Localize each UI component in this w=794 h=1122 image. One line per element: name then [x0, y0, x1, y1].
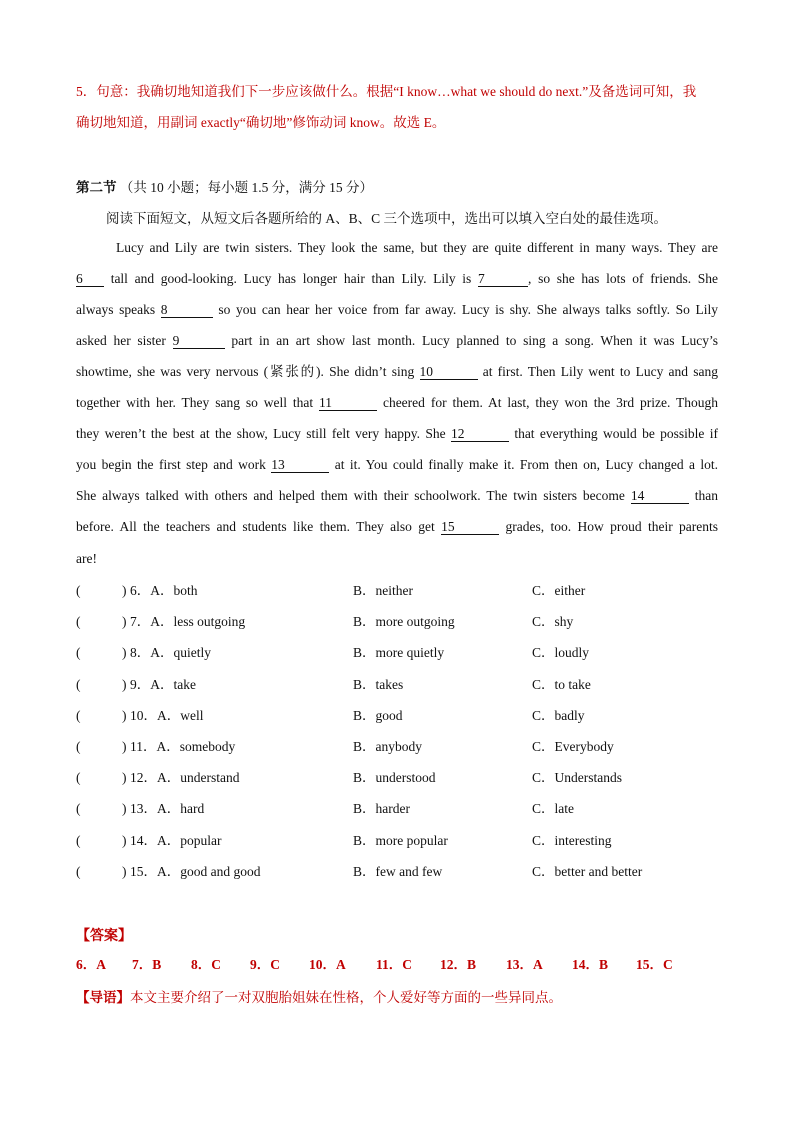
answer-item: 14．B	[572, 957, 609, 972]
answer-paren-close: )	[122, 583, 127, 598]
question-row	[76, 768, 726, 788]
answer-paren-open[interactable]: (	[76, 676, 81, 692]
section-info: （共 10 小题；每小题 1.5 分，满分 15 分）	[119, 180, 373, 195]
prev-explanation-line1: 5．句意：我确切地知道我们下一步应该做什么。根据“I know…what we should do next.”及备选词可知，我	[76, 84, 697, 99]
answer-paren-open[interactable]: (	[76, 739, 81, 754]
passage-line-1: Lucy and Lily are twin sisters. They look the same, but they are quite different in many ways. They are	[116, 240, 718, 255]
question-row	[76, 643, 726, 663]
answer-item: 15．C	[636, 957, 673, 972]
option-b[interactable]: B．neither	[353, 583, 413, 598]
option-b[interactable]: B．more popular	[353, 832, 448, 848]
question-row	[76, 581, 726, 601]
section-instruction: 阅读下面短文，从短文后各题所给的 A、B、C 三个选项中，选出可以填入空白处的最佳选项。	[106, 211, 668, 226]
answer-paren-close: )	[122, 645, 127, 661]
passage-line-4: asked her sister 9 part in an art show last month. Lucy planned to sing a song. When it was Lucy’s	[76, 333, 718, 348]
passage-line-5: showtime, she was very nervous (紧张的). She didn’t sing 10 at first. Then Lily went to Lucy and sang	[76, 364, 719, 379]
option-c[interactable]: C．interesting	[532, 832, 612, 848]
option-b[interactable]: B．few and few	[353, 863, 443, 879]
blank-10[interactable]: 10	[420, 364, 478, 380]
guide-text: 本文主要介绍了一对双胞胎姐妹在性格，个人爱好等方面的一些异同点。	[130, 990, 562, 1005]
option-a[interactable]: 13．A．hard	[130, 801, 205, 817]
blank-15[interactable]: 15	[441, 519, 499, 535]
blank-8[interactable]: 8	[161, 302, 213, 318]
option-b[interactable]: B．good	[353, 707, 403, 723]
answer-item: 7．B	[132, 957, 162, 972]
question-row	[76, 831, 726, 851]
option-a[interactable]: 7．A．less outgoing	[130, 614, 246, 630]
answer-item: 13．A	[506, 957, 543, 972]
option-c[interactable]: C．better and better	[532, 863, 643, 879]
answer-paren-close: )	[122, 614, 127, 630]
option-c[interactable]: C．Everybody	[532, 739, 614, 754]
option-b[interactable]: B．more outgoing	[353, 614, 455, 630]
option-b[interactable]: B．more quietly	[353, 645, 445, 661]
blank-13[interactable]: 13	[271, 457, 329, 473]
option-a[interactable]: 14．A．popular	[130, 832, 222, 848]
blank-6[interactable]: 6	[76, 271, 104, 287]
option-a[interactable]: 15．A．good and good	[130, 863, 261, 879]
question-row	[76, 737, 726, 757]
question-row	[76, 706, 726, 726]
option-a[interactable]: 11．A．somebody	[130, 739, 236, 754]
option-c[interactable]: C．either	[532, 583, 586, 598]
option-c[interactable]: C．loudly	[532, 645, 590, 661]
answer-paren-close: )	[122, 707, 127, 723]
passage-line-6: together with her. They sang so well that 11 cheered for them. At last, they won the 3rd prize. Though	[76, 395, 718, 410]
option-c[interactable]: C．Understands	[532, 770, 622, 786]
blank-9[interactable]: 9	[173, 333, 225, 349]
section-heading	[76, 176, 373, 196]
guide	[76, 986, 562, 1006]
answer-paren-open[interactable]: (	[76, 770, 81, 786]
answer-item: 8．C	[191, 957, 221, 972]
answer-paren-open[interactable]: (	[76, 801, 81, 817]
question-row	[76, 612, 726, 632]
guide-label: 【导语】	[76, 990, 130, 1005]
answer-item: 6．A	[76, 957, 106, 972]
passage-line-3: always speaks 8 so you can hear her voice from far away. Lucy is shy. She always talks softly. So Lily	[76, 302, 719, 317]
passage-line-10: before. All the teachers and students like them. They also get 15 grades, too. How proud their parents	[76, 519, 719, 534]
blank-14[interactable]: 14	[631, 488, 689, 504]
answer-paren-open[interactable]: (	[76, 645, 81, 661]
answer-paren-open[interactable]: (	[76, 863, 81, 879]
option-c[interactable]: C．shy	[532, 614, 574, 630]
option-c[interactable]: C．badly	[532, 707, 585, 723]
option-a[interactable]: 6．A．both	[130, 583, 198, 598]
passage-line-9: She always talked with others and helped them with their schoolwork. The twin sisters become 14 than	[76, 488, 718, 503]
option-a[interactable]: 12．A．understand	[130, 770, 240, 786]
option-c[interactable]: C．late	[532, 801, 574, 817]
question-row	[76, 799, 726, 819]
answer-item: 12．B	[440, 957, 477, 972]
answer-paren-close: )	[122, 863, 127, 879]
answer-item: 9．C	[250, 957, 280, 972]
passage-line-7: they weren’t the best at the show, Lucy still felt very happy. She 12 that everything would be possible if	[76, 426, 719, 441]
passage-line-11: are!	[76, 551, 97, 566]
option-a[interactable]: 8．A．quietly	[130, 645, 211, 661]
blank-11[interactable]: 11	[319, 395, 377, 411]
option-a[interactable]: 9．A．take	[130, 676, 196, 692]
answer-paren-open[interactable]: (	[76, 583, 81, 598]
option-b[interactable]: B．understood	[353, 770, 436, 786]
answer-paren-close: )	[122, 770, 127, 786]
option-b[interactable]: B．takes	[353, 676, 404, 692]
blank-7[interactable]: 7	[478, 271, 528, 287]
option-b[interactable]: B．harder	[353, 801, 410, 817]
answer-paren-open[interactable]: (	[76, 832, 81, 848]
option-c[interactable]: C．to take	[532, 676, 591, 692]
answer-heading: 【答案】	[76, 929, 132, 944]
answer-item: 10．A	[309, 957, 346, 972]
answer-paren-close: )	[122, 676, 127, 692]
passage-line-8: you begin the first step and work 13 at it. You could finally make it. From then on, Lucy changed a lot.	[76, 457, 719, 472]
answer-paren-close: )	[122, 832, 127, 848]
passage-line-2: 6 tall and good-looking. Lucy has longer hair than Lily. Lily is 7 , so she has lots of friends. She	[76, 271, 719, 286]
answer-paren-open[interactable]: (	[76, 707, 81, 723]
question-row	[76, 862, 726, 882]
section-title: 第二节	[76, 180, 117, 195]
answer-paren-open[interactable]: (	[76, 614, 81, 630]
option-a[interactable]: 10．A．well	[130, 707, 204, 723]
answer-paren-close: )	[122, 739, 127, 754]
option-b[interactable]: B．anybody	[353, 739, 422, 754]
question-row	[76, 675, 726, 695]
answer-row	[76, 955, 716, 975]
answer-paren-close: )	[122, 801, 127, 817]
blank-12[interactable]: 12	[451, 426, 509, 442]
prev-explanation-line2: 确切地知道，用副词 exactly“确切地”修饰动词 know。故选 E。	[76, 115, 446, 130]
answer-item: 11．C	[376, 957, 413, 972]
